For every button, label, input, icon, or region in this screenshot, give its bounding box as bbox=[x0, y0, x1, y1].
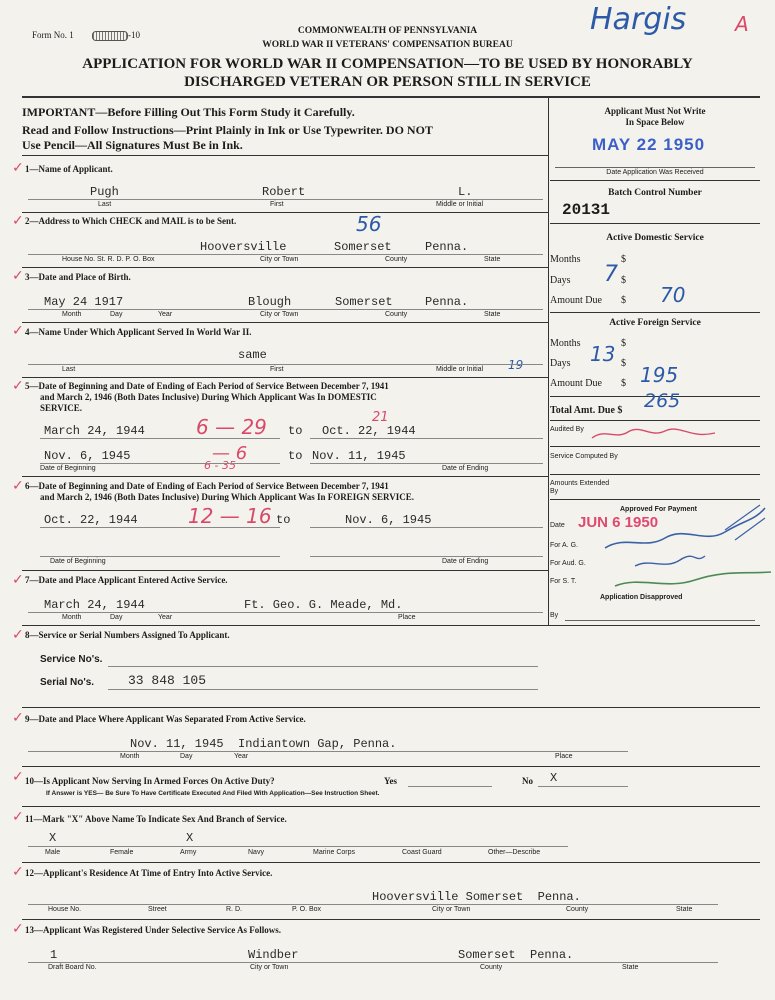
q5-row1-begin: March 24, 1944 bbox=[44, 424, 145, 438]
rule bbox=[22, 377, 548, 378]
q8-serial-label: Serial No's. bbox=[40, 677, 95, 688]
approved-date-stamp: JUN 6 1950 bbox=[578, 514, 659, 531]
q5-row2-end: Nov. 11, 1945 bbox=[312, 449, 406, 463]
for-aud-label: For Aud. G. bbox=[550, 560, 586, 567]
red-checkmark: ✓ bbox=[12, 323, 24, 339]
caption: First bbox=[270, 366, 284, 373]
q12-residence: Hooversville Somerset Penna. bbox=[372, 890, 581, 904]
rule bbox=[550, 223, 760, 224]
q3-birth-county: Somerset bbox=[335, 295, 393, 309]
red-checkmark: ✓ bbox=[12, 921, 24, 937]
q11-option-other: Other—Describe bbox=[488, 849, 541, 856]
rule bbox=[22, 476, 548, 477]
rule bbox=[28, 364, 543, 365]
rule bbox=[22, 862, 760, 863]
total-amount: 265 bbox=[644, 390, 681, 412]
caption: City or Town bbox=[432, 906, 471, 913]
q1-first-name: Robert bbox=[262, 185, 306, 199]
q4-served-name: same bbox=[238, 348, 267, 362]
batch-label: Batch Control Number bbox=[608, 188, 702, 198]
dom-months-label: Months bbox=[550, 254, 581, 265]
q11-option-marine-corps: Marine Corps bbox=[313, 849, 356, 856]
caption: County bbox=[385, 256, 408, 263]
q6-end: Nov. 6, 1945 bbox=[345, 513, 432, 527]
rule bbox=[550, 474, 760, 475]
q9-label: 9—Date and Place Where Applicant Was Separated From Active Service. bbox=[25, 714, 306, 724]
for-ag-label: For A. G. bbox=[550, 542, 579, 549]
org-line-2: WORLD WAR II VETERANS' COMPENSATION BUREAU bbox=[262, 40, 513, 50]
rule bbox=[555, 167, 755, 168]
office-box-divider bbox=[548, 98, 549, 625]
batch-number: 20131 bbox=[562, 201, 611, 219]
approved-date-label: Date bbox=[550, 522, 565, 529]
rule bbox=[550, 312, 760, 313]
form-title-line-2: DISCHARGED VETERAN OR PERSON STILL IN SERVICE bbox=[184, 74, 591, 90]
q5-row2-to: to bbox=[288, 449, 303, 463]
form-title-line-1: APPLICATION FOR WORLD WAR II COMPENSATION—TO BE USED BY HONORABLY bbox=[82, 56, 693, 72]
rule bbox=[565, 620, 755, 621]
q8-service-label: Service No's. bbox=[40, 654, 103, 665]
q6-label-2: and March 2, 1946 (Both Dates Inclusive) During Which Applicant Was In FOREIGN SERVICE. bbox=[40, 492, 414, 502]
caption: Last bbox=[62, 366, 76, 373]
for-days-dollar: $ bbox=[621, 358, 626, 369]
date-received-stamp: MAY 22 1950 bbox=[592, 135, 706, 154]
q5-row2-total: 6 - 35 bbox=[204, 459, 236, 472]
for-months-label: Months bbox=[550, 338, 581, 349]
rule bbox=[550, 420, 760, 421]
office-title-2: In Space Below bbox=[625, 117, 685, 127]
caption: First bbox=[270, 201, 284, 208]
caption: County bbox=[385, 311, 408, 318]
q11-option-male: Male bbox=[45, 849, 61, 856]
caption: Day bbox=[110, 614, 123, 621]
q3-birth-city: Blough bbox=[248, 295, 292, 309]
q8-serial-number: 33 848 105 bbox=[128, 673, 207, 688]
caption: R. D. bbox=[226, 906, 242, 913]
rule bbox=[40, 438, 280, 439]
dom-amount-label: Amount Due bbox=[550, 295, 602, 306]
caption: Last bbox=[98, 201, 112, 208]
red-checkmark: ✓ bbox=[12, 710, 24, 726]
for-months-dollar: $ bbox=[621, 338, 626, 349]
foreign-title: Active Foreign Service bbox=[609, 318, 701, 328]
caption: Month bbox=[62, 614, 82, 621]
for-amount-value: 195 bbox=[640, 363, 679, 387]
q7-label: 7—Date and Place Applicant Entered Active Service. bbox=[25, 575, 228, 585]
red-checkmark: ✓ bbox=[12, 213, 24, 229]
dom-amount-dollar: $ bbox=[621, 295, 626, 306]
caption: Date of Beginning bbox=[40, 465, 96, 472]
rule bbox=[28, 309, 543, 310]
red-checkmark: ✓ bbox=[12, 769, 24, 785]
rule bbox=[108, 689, 538, 690]
total-label: Total Amt. Due $ bbox=[550, 405, 623, 416]
q3-birth-state: Penna. bbox=[425, 295, 469, 309]
rule bbox=[22, 267, 548, 268]
q2-label: 2—Address to Which CHECK and MAIL is to be Sent. bbox=[25, 216, 237, 226]
caption: House No. St. R. D. P. O. Box bbox=[62, 256, 155, 263]
dom-days-value: 7 bbox=[604, 262, 618, 287]
q10-label: 10—Is Applicant Now Serving In Armed Forces On Active Duty? bbox=[25, 776, 275, 786]
audited-label: Audited By bbox=[550, 426, 584, 433]
red-checkmark: ✓ bbox=[12, 864, 24, 880]
rule bbox=[550, 180, 760, 181]
audited-signature bbox=[590, 426, 720, 442]
q4-label: 4—Name Under Which Applicant Served In World War II. bbox=[25, 327, 252, 337]
caption: Month bbox=[62, 311, 82, 318]
org-line-1: COMMONWEALTH OF PENNSYLVANIA bbox=[297, 26, 478, 36]
approval-signatures bbox=[595, 500, 773, 600]
q7-date: March 24, 1944 bbox=[44, 598, 145, 612]
form-number: Form No. 1 bbox=[32, 30, 74, 40]
caption: Year bbox=[158, 311, 173, 318]
q11-option-navy: Navy bbox=[248, 849, 264, 856]
q2-state: Penna. bbox=[425, 240, 469, 254]
by-label: By bbox=[550, 612, 559, 619]
rule bbox=[40, 556, 280, 557]
caption: Year bbox=[234, 753, 249, 760]
caption: Day bbox=[110, 311, 123, 318]
q9-separation: Nov. 11, 1945 Indiantown Gap, Penna. bbox=[130, 737, 397, 751]
rule bbox=[40, 527, 280, 528]
red-checkmark: ✓ bbox=[12, 160, 24, 176]
rule bbox=[310, 556, 543, 557]
q3-label: 3—Date and Place of Birth. bbox=[25, 272, 131, 282]
rule bbox=[408, 786, 492, 787]
service-computed-label: Service Computed By bbox=[550, 453, 618, 460]
for-amount-label: Amount Due bbox=[550, 378, 602, 389]
caption: Place bbox=[398, 614, 416, 621]
dom-months-dollar: $ bbox=[621, 254, 626, 265]
important-line-1: IMPORTANT—Before Filling Out This Form Study it Carefully. bbox=[22, 105, 355, 119]
caption: House No. bbox=[48, 906, 82, 913]
dom-amount-value: 70 bbox=[660, 283, 686, 307]
q11-army-mark: X bbox=[186, 831, 194, 845]
rule bbox=[22, 212, 548, 213]
red-checkmark: ✓ bbox=[12, 809, 24, 825]
q13-label: 13—Applicant Was Registered Under Selective Service As Follows. bbox=[25, 925, 281, 935]
rule bbox=[538, 786, 628, 787]
q11-option-coast-guard: Coast Guard bbox=[402, 849, 442, 856]
q13-city: Windber bbox=[248, 948, 299, 962]
rule bbox=[22, 155, 548, 156]
rule bbox=[28, 612, 543, 613]
important-line-2: Read and Follow Instructions—Print Plainly in Ink or Use Typewriter. DO NOT bbox=[22, 123, 433, 137]
q7-place: Ft. Geo. G. Meade, Md. bbox=[244, 598, 403, 612]
q11-label: 11—Mark "X" Above Name To Indicate Sex And Branch of Service. bbox=[25, 814, 287, 824]
caption: County bbox=[480, 964, 503, 971]
approved-label: Approved For Payment bbox=[620, 506, 698, 513]
caption: Middle or Initial bbox=[436, 201, 484, 208]
q5-row2-days: — 6 bbox=[212, 443, 248, 464]
q13-county-state: Somerset Penna. bbox=[458, 948, 574, 962]
rule bbox=[22, 625, 760, 626]
q6-label-1: 6—Date of Beginning and Date of Ending of Each Period of Service Between December 7, 1941 bbox=[25, 481, 389, 491]
caption: Year bbox=[158, 614, 173, 621]
header-rule bbox=[22, 96, 760, 98]
q6-to: to bbox=[276, 513, 291, 527]
for-days-label: Days bbox=[550, 358, 571, 369]
q10-yes-label: Yes bbox=[384, 776, 397, 786]
q6-days: 12 — 16 bbox=[188, 504, 272, 528]
q5-row1-to: to bbox=[288, 424, 303, 438]
caption: Place bbox=[555, 753, 573, 760]
q8-label: 8—Service or Serial Numbers Assigned To Applicant. bbox=[25, 630, 230, 640]
red-checkmark: ✓ bbox=[12, 572, 24, 588]
q2-county: Somerset bbox=[334, 240, 392, 254]
caption: Draft Board No. bbox=[48, 964, 97, 971]
q5-row2-begin: Nov. 6, 1945 bbox=[44, 449, 131, 463]
domestic-title: Active Domestic Service bbox=[606, 233, 704, 243]
red-checkmark: ✓ bbox=[12, 478, 24, 494]
rule bbox=[28, 846, 568, 847]
for-amount-dollar: $ bbox=[621, 378, 626, 389]
dom-days-dollar: $ bbox=[621, 275, 626, 286]
caption: City or Town bbox=[260, 311, 299, 318]
amounts-extended-label: Amounts Extended By bbox=[550, 480, 610, 495]
caption: Street bbox=[148, 906, 167, 913]
date-received-caption: Date Application Was Received bbox=[606, 169, 704, 176]
rule bbox=[28, 254, 543, 255]
rule bbox=[40, 463, 280, 464]
rule bbox=[310, 527, 543, 528]
caption: City or Town bbox=[260, 256, 299, 263]
rule bbox=[108, 666, 538, 667]
disapproved-label: Application Disapproved bbox=[600, 594, 683, 601]
q1-label: 1—Name of Applicant. bbox=[25, 164, 113, 174]
caption: State bbox=[484, 311, 501, 318]
q5-row1-days: 6 — 29 bbox=[196, 415, 267, 439]
rule bbox=[22, 322, 548, 323]
rule bbox=[28, 962, 718, 963]
rule bbox=[22, 766, 760, 767]
caption: State bbox=[622, 964, 639, 971]
caption: Date of Ending bbox=[442, 558, 489, 565]
rule bbox=[22, 806, 760, 807]
q11-option-army: Army bbox=[180, 849, 197, 856]
handwritten-name: Hargis bbox=[590, 2, 687, 37]
red-checkmark: ✓ bbox=[12, 378, 24, 394]
rule bbox=[22, 707, 760, 708]
for-days-value: 13 bbox=[590, 342, 616, 366]
q1-last-name: Pugh bbox=[90, 185, 119, 199]
q5-row1-correction: 21 bbox=[372, 410, 389, 425]
q6-begin: Oct. 22, 1944 bbox=[44, 513, 138, 527]
q5-label-1: 5—Date of Beginning and Date of Ending of Each Period of Service Between December 7, 1941 bbox=[25, 381, 389, 391]
handwritten-mark: A bbox=[735, 12, 749, 36]
q10-note: If Answer is YES— Be Sure To Have Certificate Executed And Filed With Application—See Instruction Sheet. bbox=[46, 790, 380, 797]
caption: County bbox=[566, 906, 589, 913]
q2-handwritten-number: 56 bbox=[356, 212, 382, 236]
q12-label: 12—Applicant's Residence At Time of Entry Into Active Service. bbox=[25, 868, 273, 878]
q13-board: 1 bbox=[50, 948, 58, 962]
rule bbox=[28, 904, 718, 905]
q10-no-label: No bbox=[522, 776, 533, 786]
caption: City or Town bbox=[250, 964, 289, 971]
rule bbox=[550, 446, 760, 447]
form-number-suffix: -10 bbox=[128, 30, 140, 40]
red-checkmark: ✓ bbox=[12, 627, 24, 643]
q1-middle-initial: L. bbox=[458, 185, 473, 199]
office-title-1: Applicant Must Not Write bbox=[604, 106, 706, 116]
caption: Month bbox=[120, 753, 140, 760]
caption: Date of Beginning bbox=[50, 558, 106, 565]
rule bbox=[310, 438, 543, 439]
for-st-label: For S. T. bbox=[550, 578, 577, 585]
q3-birth-date: May 24 1917 bbox=[44, 295, 124, 309]
q2-city: Hooversville bbox=[200, 240, 287, 254]
rule bbox=[22, 919, 760, 920]
q5-label-2: and March 2, 1946 (Both Dates Inclusive) During Which Applicant Was In DOMESTIC bbox=[40, 392, 377, 402]
q4-handwritten-mark: 19 bbox=[508, 358, 524, 372]
q10-no-mark: X bbox=[550, 771, 558, 785]
q11-male-mark: X bbox=[49, 831, 57, 845]
rule bbox=[28, 199, 543, 200]
important-line-3: Use Pencil—All Signatures Must Be in Ink. bbox=[22, 138, 243, 152]
q5-label-3: SERVICE. bbox=[40, 403, 82, 413]
q5-row1-end: Oct. 22, 1944 bbox=[322, 424, 416, 438]
caption: State bbox=[484, 256, 501, 263]
caption: Day bbox=[180, 753, 193, 760]
q11-option-female: Female bbox=[110, 849, 134, 856]
rule bbox=[22, 570, 548, 571]
red-checkmark: ✓ bbox=[12, 268, 24, 284]
dom-days-label: Days bbox=[550, 275, 571, 286]
caption: State bbox=[676, 906, 693, 913]
caption: P. O. Box bbox=[292, 906, 322, 913]
caption: Date of Ending bbox=[442, 465, 489, 472]
caption: Middle or Initial bbox=[436, 366, 484, 373]
rule bbox=[310, 463, 543, 464]
rule bbox=[28, 751, 628, 752]
